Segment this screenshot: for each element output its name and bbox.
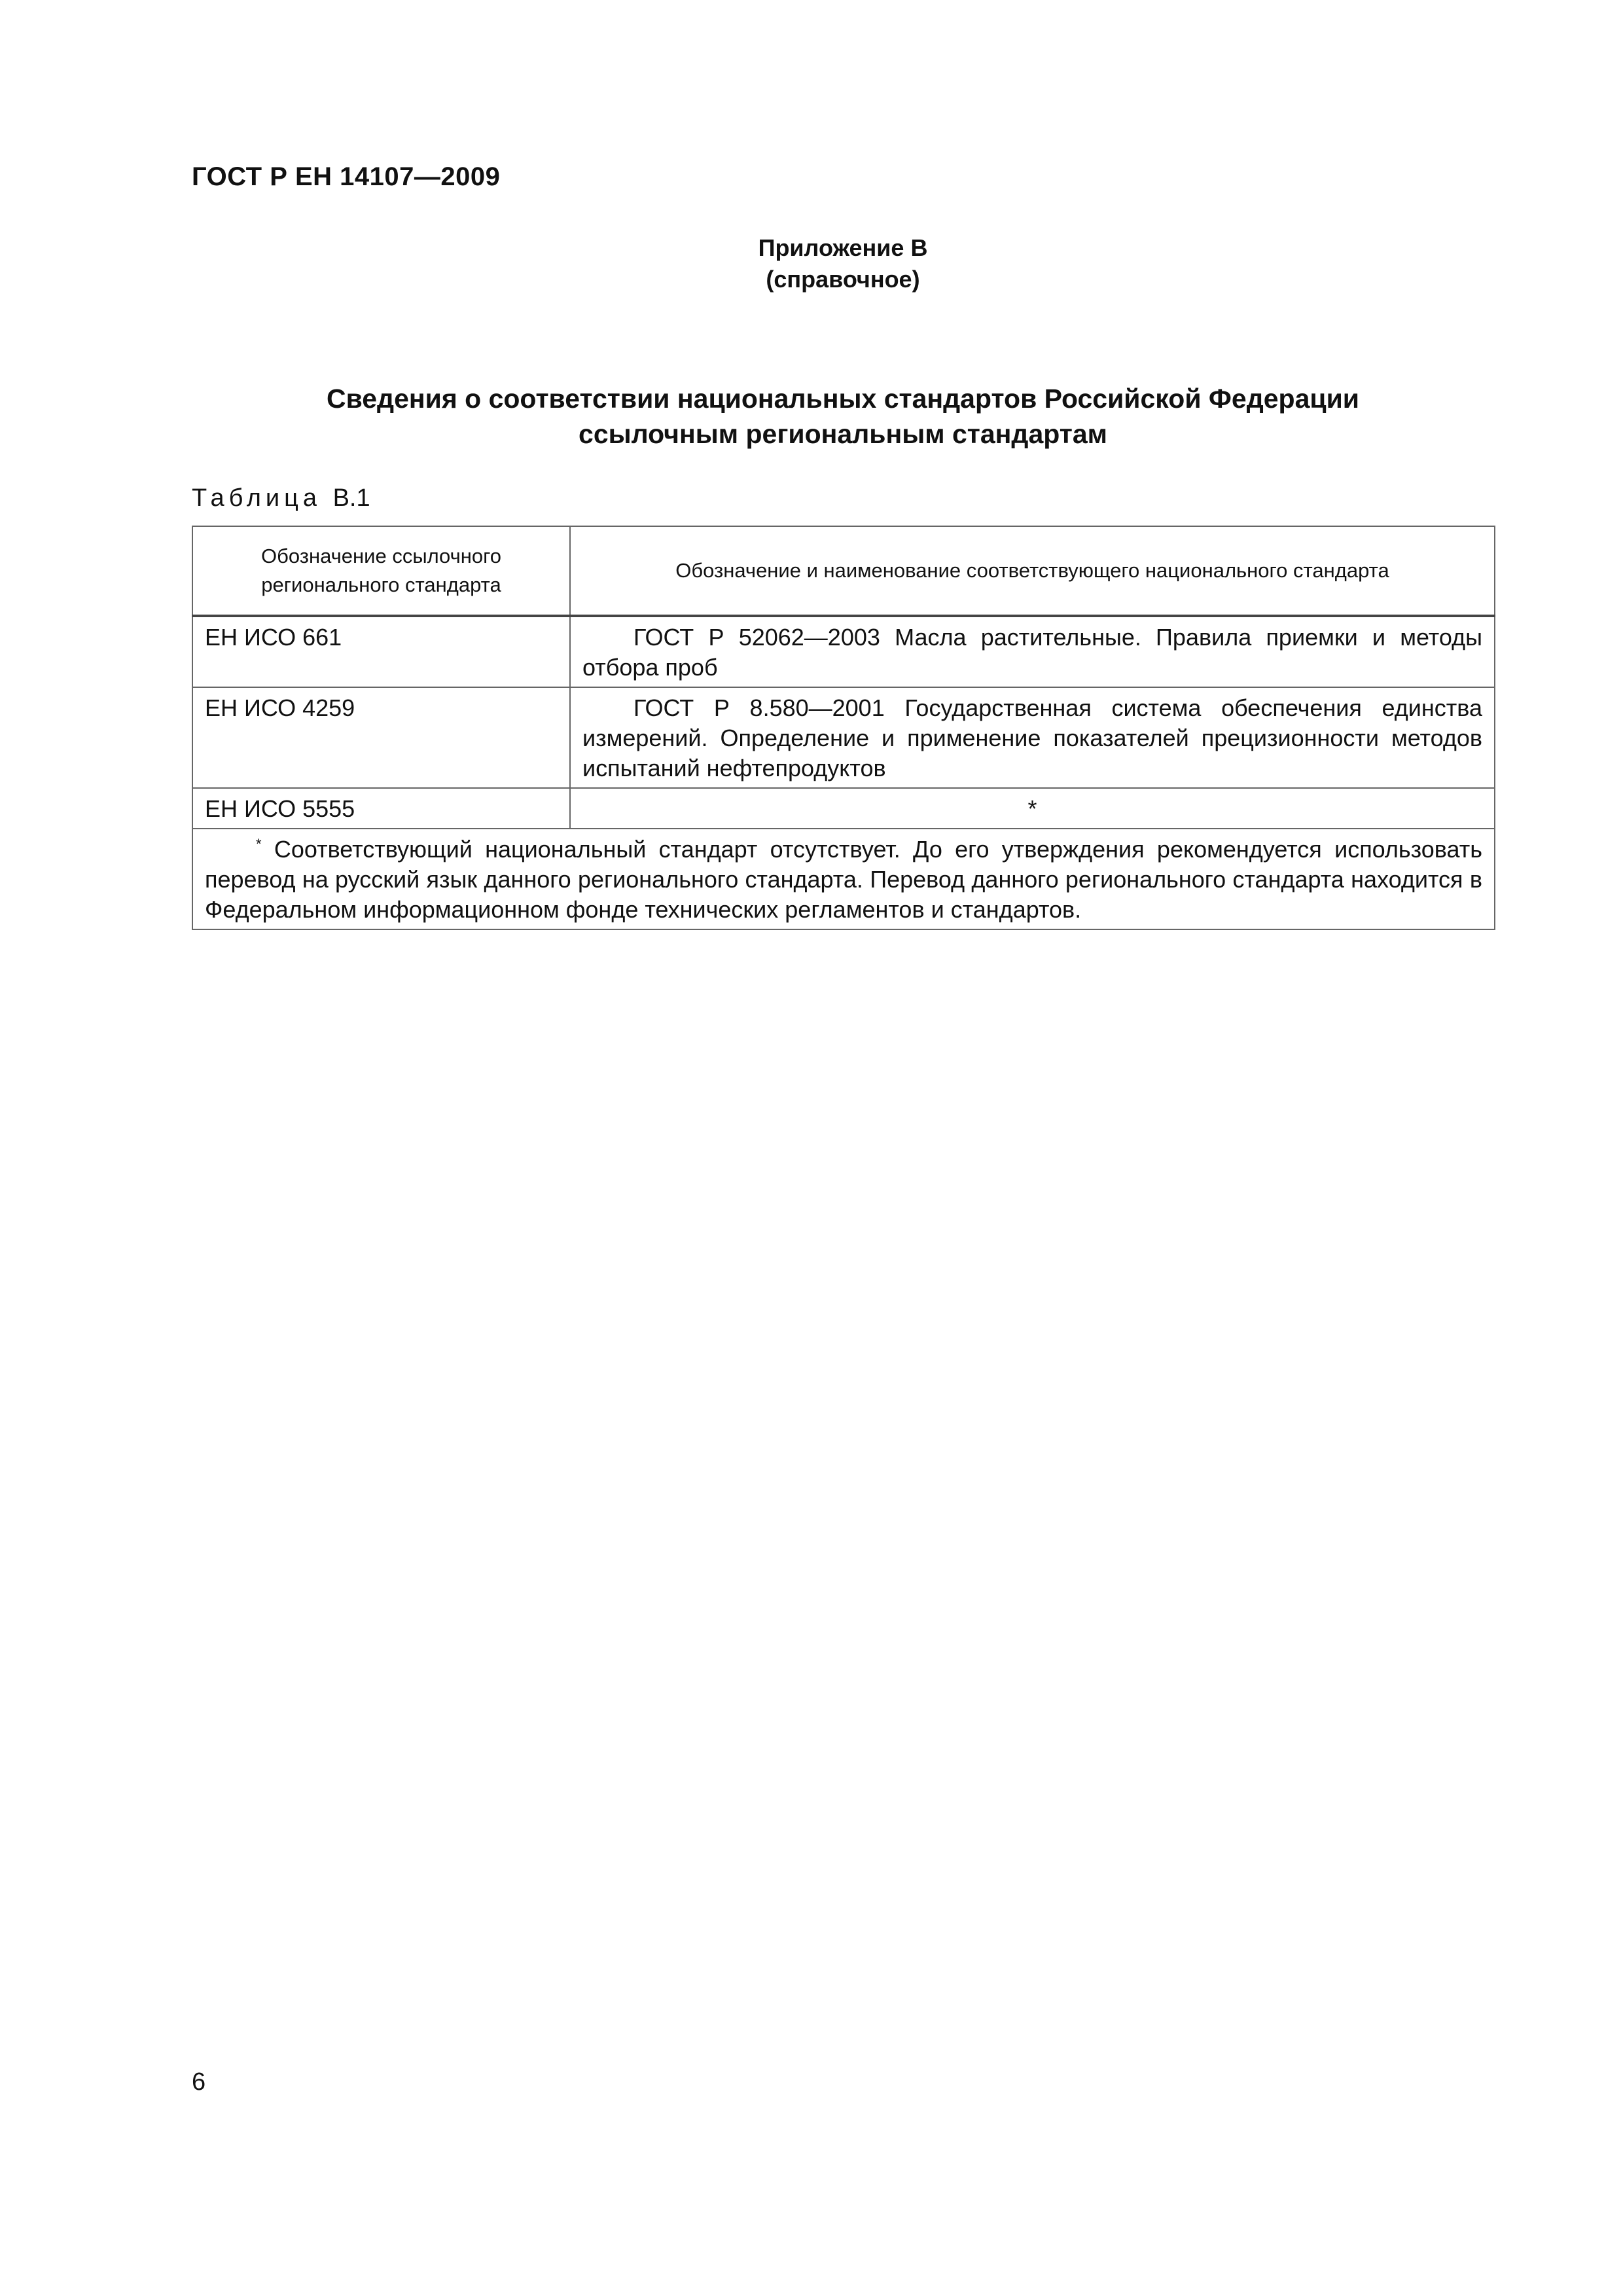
ref-standard-cell: ЕН ИСО 4259	[192, 687, 570, 788]
document-header: ГОСТ Р ЕН 14107—2009	[192, 162, 501, 191]
table-caption-number: В.1	[332, 484, 370, 512]
table-row	[192, 788, 1495, 829]
section-title-line-1: Сведения о соответствии национальных стандартов Российской Федерации	[326, 384, 1360, 414]
ref-standard-cell: ЕН ИСО 5555	[192, 788, 570, 829]
header-national-standard: Обозначение и наименование соответствующего национального стандарта	[570, 526, 1495, 616]
table-header-row	[192, 526, 1495, 616]
national-standard-cell: ГОСТ Р 8.580—2001 Государственная система обеспечения единства измерений. Определение и применение показателей прецизионности методов испытаний нефтепродуктов	[570, 687, 1495, 788]
table-footnote	[192, 829, 1495, 929]
standards-table	[192, 526, 1495, 930]
appendix-type: (справочное)	[766, 266, 920, 293]
national-standard-cell: ГОСТ Р 52062—2003 Масла растительные. Правила приемки и методы отбора проб	[570, 616, 1495, 687]
appendix-title: Приложение В	[758, 234, 928, 261]
section-title-line-2: ссылочным региональным стандартам	[579, 419, 1107, 449]
table-caption-label: Таблица	[192, 484, 321, 512]
national-standard-cell: *	[570, 788, 1495, 829]
footnote-text: Соответствующий национальный стандарт отсутствует. До его утверждения рекомендуется использовать перевод на русский язык данного регионального стандарта. Перевод данного регионального стандарта находится в Федеральном информационном фонде технических регламентов и стандартов.	[205, 836, 1482, 923]
footnote-mark: *	[256, 836, 262, 852]
table-caption	[192, 484, 370, 512]
page-number: 6	[192, 2068, 206, 2096]
table-row	[192, 616, 1495, 687]
header-ref-standard: Обозначение ссылочного регионального стандарта	[192, 526, 570, 616]
ref-standard-cell: ЕН ИСО 661	[192, 616, 570, 687]
table-row	[192, 687, 1495, 788]
section-title	[0, 381, 1623, 452]
appendix-heading	[0, 232, 1623, 295]
table-footnote-row	[192, 829, 1495, 929]
